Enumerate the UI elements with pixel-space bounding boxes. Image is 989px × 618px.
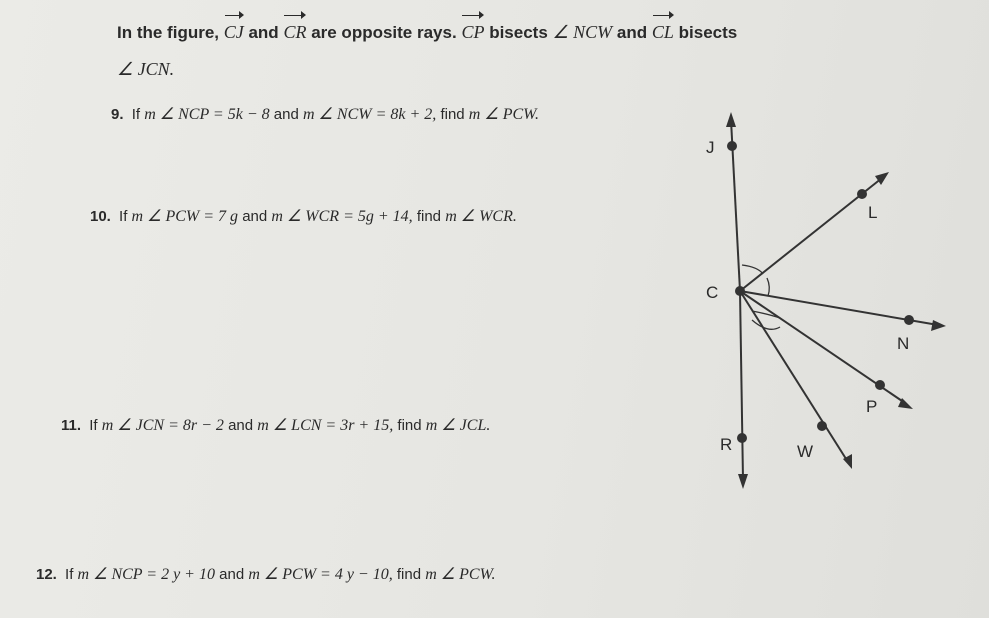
problem-text: and — [219, 566, 245, 583]
problem-text: If — [131, 106, 141, 123]
problem-text: If — [89, 417, 98, 434]
arrowhead-r — [738, 474, 748, 489]
problem-text: If — [119, 208, 128, 225]
problem-text: and — [228, 417, 254, 434]
problem-text: If — [65, 566, 74, 583]
angle-ncw: ∠ NCW — [552, 22, 613, 42]
intro-text-1: In the figure, — [117, 23, 219, 42]
point-w — [817, 421, 827, 431]
label-w: W — [797, 442, 814, 461]
angle-arc-jcl — [742, 265, 763, 274]
intro-text-3: are opposite rays. — [311, 23, 457, 42]
problem-number: 9. — [111, 106, 124, 123]
problem-text: find — [440, 106, 465, 123]
ray-cp: CP — [461, 14, 484, 50]
angle-jcn: ∠ JCN. — [117, 59, 175, 79]
ray-cr: CR — [283, 14, 306, 50]
problem-text: find — [397, 417, 422, 434]
intro-text-4: bisects — [489, 23, 548, 42]
problem-number: 10. — [90, 208, 111, 225]
label-r: R — [720, 435, 733, 454]
point-c — [735, 286, 745, 296]
problem-expression: m ∠ PCW = 4 y − 10, — [248, 566, 393, 583]
point-l — [857, 189, 867, 199]
intro-text-2: and — [248, 23, 279, 42]
intro-text-6: bisects — [678, 23, 738, 42]
arrowhead-j — [726, 112, 736, 127]
label-c: C — [706, 283, 719, 302]
ray-cl: CL — [652, 14, 674, 50]
label-p: P — [866, 397, 878, 416]
problem-text: and — [273, 106, 299, 123]
problem-target: m ∠ PCW. — [468, 106, 539, 123]
label-l: L — [868, 203, 878, 222]
point-j — [727, 141, 737, 151]
ray-cj: CJ — [224, 14, 244, 50]
angle-arc-lcn — [767, 278, 769, 296]
problem-expression: m ∠ NCP = 5k − 8 — [144, 106, 270, 123]
problem-expression: m ∠ NCP = 2 y + 10 — [77, 566, 215, 583]
problem-text: and — [242, 208, 268, 225]
label-j: J — [706, 138, 715, 157]
problem-expression: m ∠ WCR = 5g + 14, — [271, 208, 413, 225]
point-n — [904, 315, 914, 325]
problem-target: m ∠ PCW. — [425, 566, 496, 583]
problem-expression: m ∠ JCN = 8r − 2 — [101, 417, 224, 434]
problem-number: 11. — [61, 417, 82, 434]
problem-expression: m ∠ NCW = 8k + 2, — [303, 106, 437, 123]
ray-cr-line — [740, 291, 743, 480]
intro-text-5: and — [616, 23, 648, 42]
problem-expression: m ∠ PCW = 7 g — [131, 208, 239, 225]
problem-text: find — [396, 566, 422, 583]
point-p — [875, 380, 885, 390]
problem-text: find — [416, 208, 442, 225]
problem-target: m ∠ JCL. — [425, 417, 491, 434]
problem-target: m ∠ WCR. — [445, 208, 517, 225]
point-r — [737, 433, 747, 443]
ray-cw-line — [740, 291, 848, 462]
problem-number: 12. — [36, 566, 57, 583]
label-n: N — [897, 334, 910, 353]
arrowhead-n — [931, 320, 946, 331]
problem-expression: m ∠ LCN = 3r + 15, — [257, 417, 394, 434]
angle-arc-pcw — [752, 320, 780, 329]
